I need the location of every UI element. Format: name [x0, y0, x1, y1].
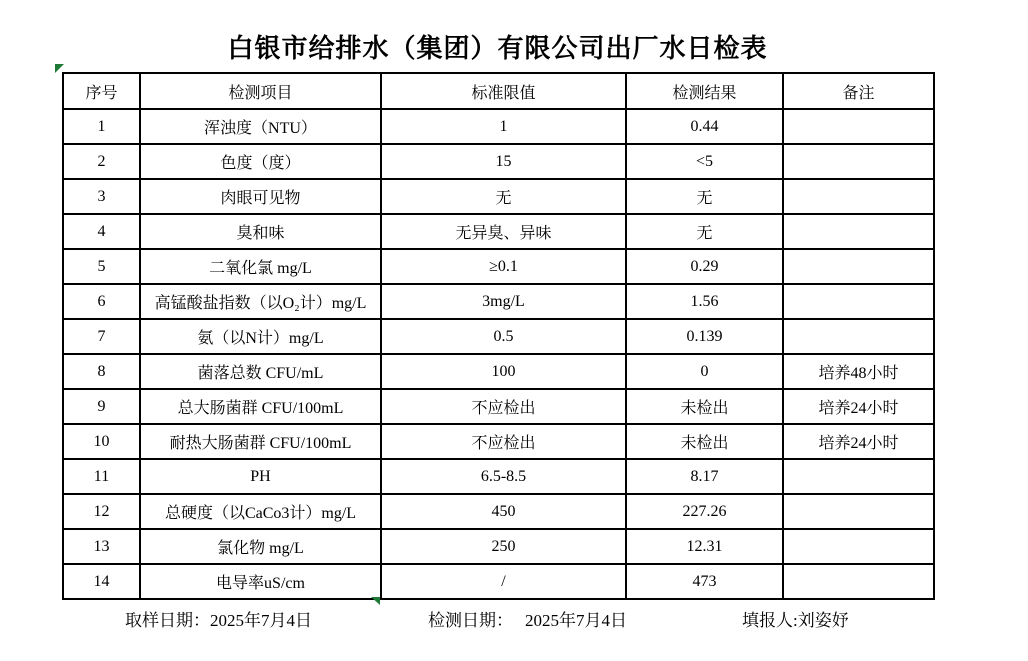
table-cell: 450 — [381, 494, 626, 529]
header-cell: 备注 — [783, 73, 934, 109]
header-cell: 检测项目 — [140, 73, 381, 109]
test-date-value: 2025年7月4日 — [525, 611, 627, 630]
table-row — [63, 179, 934, 214]
table-cell — [783, 529, 934, 564]
table-row — [63, 284, 934, 319]
table-row — [63, 214, 934, 249]
table-cell: 不应检出 — [381, 389, 626, 424]
table-row — [63, 109, 934, 144]
table-cell: 无异臭、异味 — [381, 214, 626, 249]
table-cell: 菌落总数 CFU/mL — [140, 354, 381, 389]
table-cell: 100 — [381, 354, 626, 389]
table-cell: 0.139 — [626, 319, 783, 354]
test-date-label: 检测日期： — [428, 611, 513, 630]
table-cell: 电导率uS/cm — [140, 564, 381, 599]
table-cell: 2 — [63, 144, 140, 179]
table-row — [63, 144, 934, 179]
header-cell: 检测结果 — [626, 73, 783, 109]
table-cell: 5 — [63, 249, 140, 284]
table-cell: 未检出 — [626, 424, 783, 459]
header-cell: 序号 — [63, 73, 140, 109]
table-cell: 4 — [63, 214, 140, 249]
sampling-date-value: 2025年7月4日 — [210, 611, 312, 630]
table-cell: 氨（以N计）mg/L — [140, 319, 381, 354]
table-cell: 3 — [63, 179, 140, 214]
table-cell: 二氧化氯 mg/L — [140, 249, 381, 284]
table-cell: 培养24小时 — [783, 389, 934, 424]
table-row — [63, 249, 934, 284]
table-row — [63, 354, 934, 389]
table-cell: 1 — [63, 109, 140, 144]
table-row — [63, 424, 934, 459]
table-cell: 不应检出 — [381, 424, 626, 459]
table-cell: 0.29 — [626, 249, 783, 284]
table-cell — [783, 284, 934, 319]
table-cell: 13 — [63, 529, 140, 564]
table-cell: 高锰酸盐指数（以O₂计）mg/L — [140, 284, 381, 319]
table-cell: 15 — [381, 144, 626, 179]
reporter-label: 填报人: — [742, 611, 798, 630]
table-row — [63, 564, 934, 599]
table-cell: 培养48小时 — [783, 354, 934, 389]
table-cell: 8 — [63, 354, 140, 389]
table-cell: 250 — [381, 529, 626, 564]
table-cell: 无 — [381, 179, 626, 214]
reporter — [742, 606, 849, 631]
table-body — [63, 109, 934, 599]
table-cell: ≥0.1 — [381, 249, 626, 284]
table-cell: 臭和味 — [140, 214, 381, 249]
footer — [0, 606, 1028, 632]
table-row — [63, 494, 934, 529]
table-cell: 12 — [63, 494, 140, 529]
table-cell: PH — [140, 459, 381, 494]
table-cell: 培养24小时 — [783, 424, 934, 459]
table-cell — [783, 214, 934, 249]
table-cell: 7 — [63, 319, 140, 354]
table-cell: 0.44 — [626, 109, 783, 144]
table-cell — [783, 179, 934, 214]
table-cell — [783, 249, 934, 284]
table-cell — [783, 319, 934, 354]
table-row — [63, 389, 934, 424]
table-cell: 色度（度） — [140, 144, 381, 179]
table-cell: 3mg/L — [381, 284, 626, 319]
table-cell: 10 — [63, 424, 140, 459]
table-row — [63, 319, 934, 354]
header-row — [63, 73, 934, 109]
table-cell: 未检出 — [626, 389, 783, 424]
table-cell: 无 — [626, 179, 783, 214]
table-row — [63, 529, 934, 564]
table-cell — [783, 459, 934, 494]
table-cell — [783, 494, 934, 529]
table-cell — [783, 109, 934, 144]
test-date — [428, 606, 627, 631]
reporter-name: 刘姿妤 — [797, 611, 849, 630]
inspection-table — [62, 72, 935, 600]
page-title: 白银市给排水（集团）有限公司出厂水日检表 — [227, 34, 768, 63]
table-cell: 227.26 — [626, 494, 783, 529]
table-cell: 1 — [381, 109, 626, 144]
table-cell: / — [381, 564, 626, 599]
table-cell: 无 — [626, 214, 783, 249]
table-cell: 肉眼可见物 — [140, 179, 381, 214]
table-cell: 11 — [63, 459, 140, 494]
table-cell — [783, 564, 934, 599]
header-cell: 标准限值 — [381, 73, 626, 109]
table-cell: 总大肠菌群 CFU/100mL — [140, 389, 381, 424]
table-header — [63, 73, 934, 109]
table-cell: 6 — [63, 284, 140, 319]
table-cell: 6.5-8.5 — [381, 459, 626, 494]
sampling-date-label: 取样日期： — [125, 611, 210, 630]
table-cell: 0 — [626, 354, 783, 389]
table-cell — [783, 144, 934, 179]
table-cell: 氯化物 mg/L — [140, 529, 381, 564]
table-cell: 473 — [626, 564, 783, 599]
table-cell: 总硬度（以CaCo3计）mg/L — [140, 494, 381, 529]
sampling-date — [125, 606, 312, 631]
table-cell: 12.31 — [626, 529, 783, 564]
table-cell: 1.56 — [626, 284, 783, 319]
table-cell: 0.5 — [381, 319, 626, 354]
table-cell: 9 — [63, 389, 140, 424]
table-cell: 8.17 — [626, 459, 783, 494]
table-cell: <5 — [626, 144, 783, 179]
table-cell: 14 — [63, 564, 140, 599]
table-cell: 浑浊度（NTU） — [140, 109, 381, 144]
table-row — [63, 459, 934, 494]
table-cell: 耐热大肠菌群 CFU/100mL — [140, 424, 381, 459]
